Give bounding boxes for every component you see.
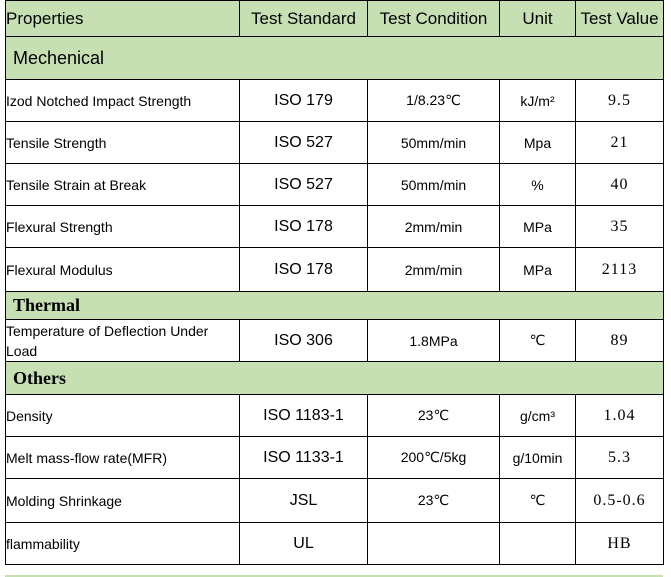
standard-cell: ISO 178 — [240, 206, 368, 248]
standard-cell: ISO 1133-1 — [240, 437, 368, 479]
property-cell: Density — [6, 395, 240, 437]
value-cell: 21 — [576, 122, 664, 164]
unit-cell: MPa — [500, 206, 576, 248]
unit-cell: MPa — [500, 248, 576, 292]
condition-cell: 1/8.23℃ — [368, 80, 500, 122]
unit-cell — [500, 523, 576, 565]
condition-cell: 1.8MPa — [368, 320, 500, 362]
value-cell: 1.04 — [576, 395, 664, 437]
condition-cell — [368, 523, 500, 565]
header-properties: Properties — [6, 1, 240, 37]
standard-cell: ISO 179 — [240, 80, 368, 122]
properties-table — [5, 0, 664, 565]
section-title: Mechenical — [6, 37, 664, 80]
unit-cell: ℃ — [500, 320, 576, 362]
unit-cell: g/cm³ — [500, 395, 576, 437]
table-row — [6, 395, 664, 437]
value-cell: 35 — [576, 206, 664, 248]
property-cell: Tensile Strain at Break — [6, 164, 240, 206]
header-unit: Unit — [500, 1, 576, 37]
property-cell: Flexural Strength — [6, 206, 240, 248]
table-row — [6, 437, 664, 479]
condition-cell: 23℃ — [368, 395, 500, 437]
property-cell: Izod Notched Impact Strength — [6, 80, 240, 122]
standard-cell: ISO 527 — [240, 164, 368, 206]
table-row — [6, 320, 664, 362]
condition-cell: 2mm/min — [368, 206, 500, 248]
unit-cell: ℃ — [500, 479, 576, 523]
header-row — [6, 1, 664, 37]
condition-cell: 2mm/min — [368, 248, 500, 292]
unit-cell: Mpa — [500, 122, 576, 164]
unit-cell: % — [500, 164, 576, 206]
value-cell: 5.3 — [576, 437, 664, 479]
property-cell: Flexural Modulus — [6, 248, 240, 292]
standard-cell: ISO 306 — [240, 320, 368, 362]
section-mechanical — [6, 37, 664, 80]
value-cell: 40 — [576, 164, 664, 206]
table-row — [6, 523, 664, 565]
condition-cell: 23℃ — [368, 479, 500, 523]
property-cell: Temperature of Deflection Under Load — [6, 320, 240, 362]
section-title: Others — [6, 362, 664, 395]
table-row — [6, 122, 664, 164]
standard-cell: JSL — [240, 479, 368, 523]
standard-cell: ISO 1183-1 — [240, 395, 368, 437]
header-test-condition: Test Condition — [368, 1, 500, 37]
header-test-value: Test Value — [576, 1, 664, 37]
property-cell: flammability — [6, 523, 240, 565]
table-row — [6, 248, 664, 292]
unit-cell: g/10min — [500, 437, 576, 479]
unit-cell: kJ/m² — [500, 80, 576, 122]
section-title: Thermal — [6, 292, 664, 320]
standard-cell: ISO 178 — [240, 248, 368, 292]
standard-cell: ISO 527 — [240, 122, 368, 164]
condition-cell: 50mm/min — [368, 164, 500, 206]
standard-cell: UL — [240, 523, 368, 565]
table-row — [6, 80, 664, 122]
section-thermal — [6, 292, 664, 320]
property-cell: Molding Shrinkage — [6, 479, 240, 523]
value-cell: 9.5 — [576, 80, 664, 122]
table-row — [6, 206, 664, 248]
property-cell: Tensile Strength — [6, 122, 240, 164]
property-cell: Melt mass-flow rate(MFR) — [6, 437, 240, 479]
value-cell: 2113 — [576, 248, 664, 292]
section-others — [6, 362, 664, 395]
header-test-standard: Test Standard — [240, 1, 368, 37]
value-cell: HB — [576, 523, 664, 565]
value-cell: 89 — [576, 320, 664, 362]
condition-cell: 50mm/min — [368, 122, 500, 164]
condition-cell: 200℃/5kg — [368, 437, 500, 479]
value-cell: 0.5-0.6 — [576, 479, 664, 523]
table-row — [6, 164, 664, 206]
table-row — [6, 479, 664, 523]
